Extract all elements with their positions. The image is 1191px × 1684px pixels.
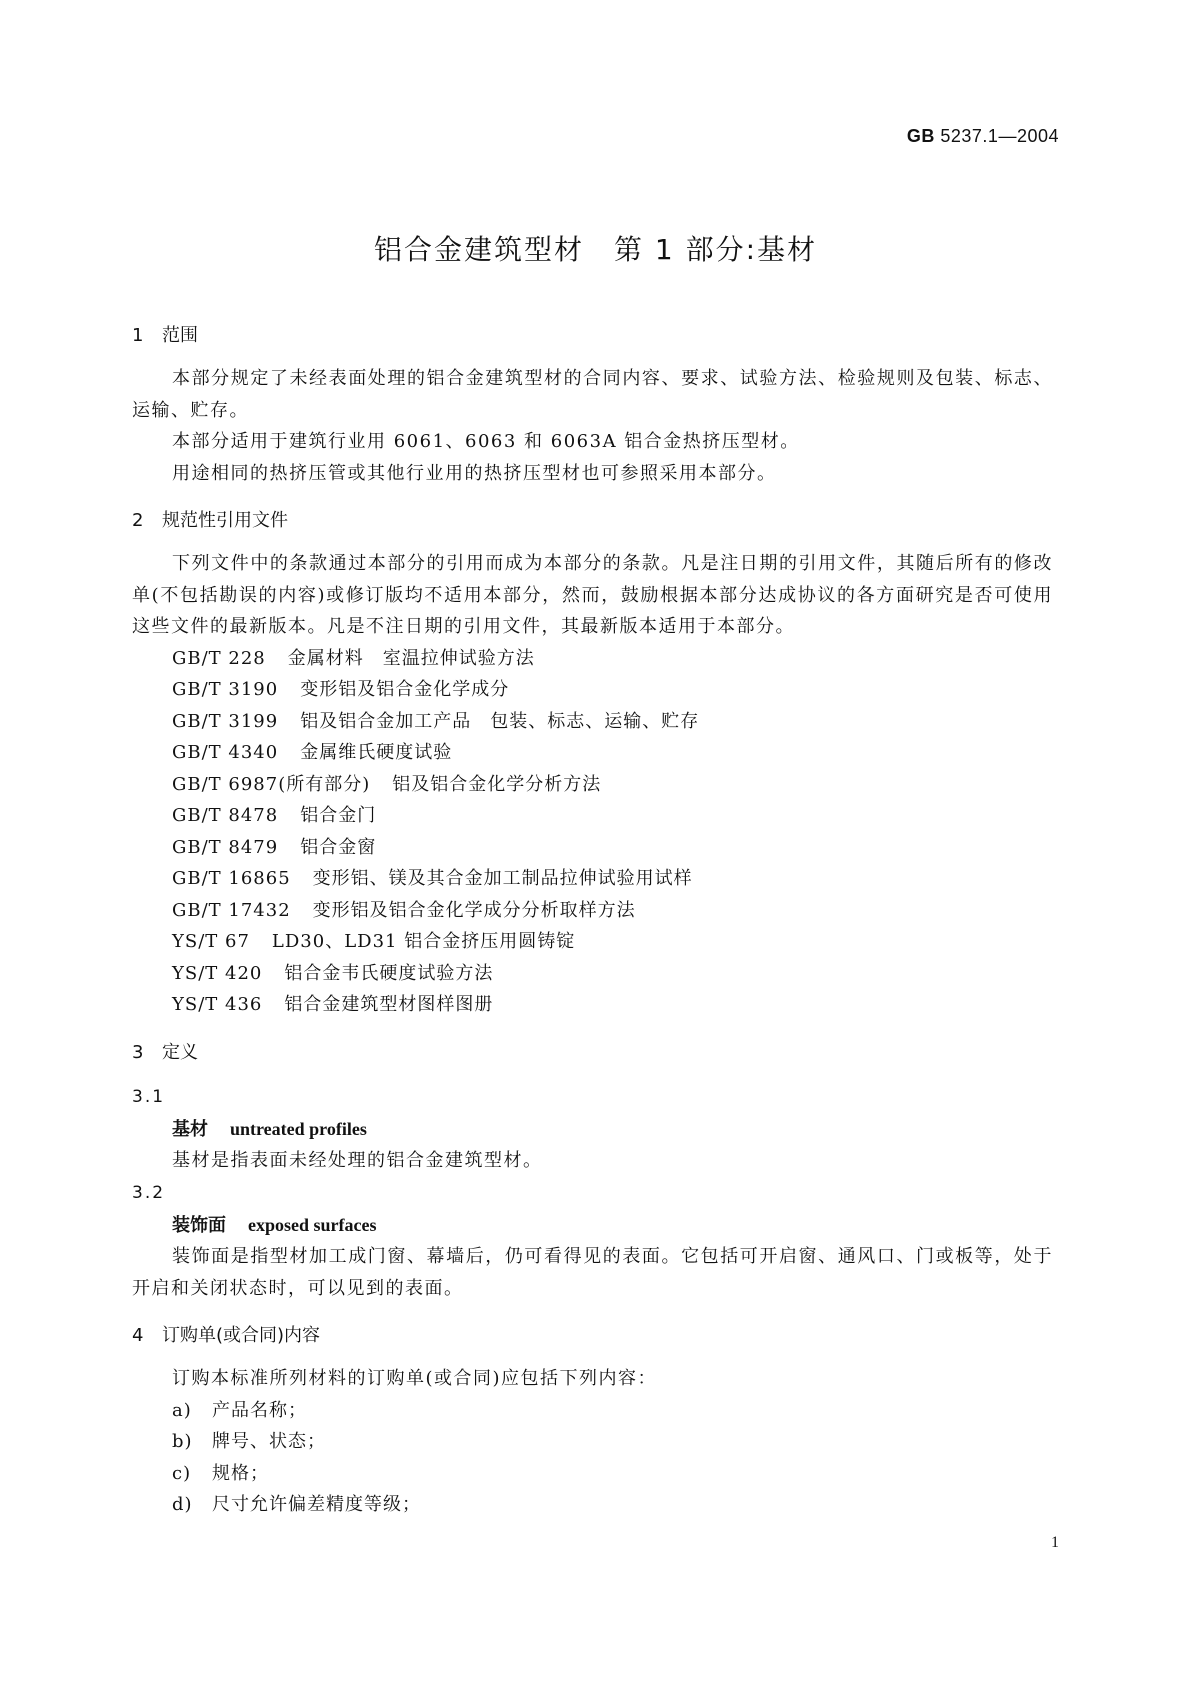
reference-title: 变形铝及铝合金化学成分分析取样方法 [312,899,636,921]
section-number: 1 [132,325,144,346]
list-item [132,1458,1053,1490]
reference-code: YS/T 436 [172,994,263,1015]
document-body [132,320,1053,1521]
list-item-text: 尺寸允许偏差精度等级； [212,1494,421,1515]
reference-item [132,800,1053,832]
section-title: 范围 [162,325,198,346]
paragraph: 本部分规定了未经表面处理的铝合金建筑型材的合同内容、要求、试验方法、检验规则及包装、标志、运输、贮存。 [132,368,1053,421]
paragraph: 下列文件中的条款通过本部分的引用而成为本部分的条款。凡是注日期的引用文件，其随后所有的修改单(不包括勘误的内容)或修订版均不适用本部分，然而，鼓励根据本部分达成协议的各方面研究是否可使用这些文件的最新版本。凡是不注日期的引用文件，其最新版本适用于本部分。 [132,553,1053,637]
term-english: exposed surfaces [248,1215,377,1235]
reference-item [132,989,1053,1021]
section-4-heading [132,1320,1053,1351]
term-definition: 装饰面是指型材加工成门窗、幕墙后，仍可看得见的表面。它包括可开启窗、通风口、门或板等，处于开启和关闭状态时，可以见到的表面。 [132,1246,1053,1299]
list-marker: d) [172,1494,193,1515]
reference-code: YS/T 420 [172,962,263,984]
list-item-text: 牌号、状态； [212,1431,326,1452]
reference-code: GB/T 8479 [172,836,279,858]
section-3-heading [132,1037,1053,1068]
section-title: 订购单(或合同)内容 [162,1325,321,1346]
reference-code: GB/T 17432 [172,899,291,921]
reference-item [132,769,1053,801]
section-number: 2 [132,510,144,531]
paragraph: 订购本标准所列材料的订购单(或合同)应包括下列内容： [172,1368,658,1389]
list-marker: b) [172,1431,193,1452]
reference-code: YS/T 67 [172,931,250,952]
reference-title: 铝合金窗 [300,836,377,858]
section-2-heading [132,505,1053,536]
reference-item [132,895,1053,927]
standard-prefix: GB [906,126,935,146]
list-marker: a) [172,1399,192,1421]
term-chinese: 装饰面 [172,1215,226,1236]
section-title: 规范性引用文件 [162,510,288,531]
list-item-text: 产品名称； [212,1399,307,1421]
term-entry [132,1210,1053,1241]
term-chinese: 基材 [172,1118,208,1140]
standard-number: 5237.1—2004 [940,126,1059,146]
reference-code: GB/T 8478 [172,805,279,826]
reference-title: 变形铝及铝合金化学成分 [300,679,510,700]
reference-title: 铝合金韦氏硬度试验方法 [284,962,494,984]
paragraph: 用途相同的热挤压管或其他行业用的热挤压型材也可参照采用本部分。 [172,462,777,484]
reference-item [132,958,1053,990]
reference-code: GB/T 3190 [172,679,279,700]
reference-title: 铝合金门 [300,805,377,826]
subsection-number: 3.1 [132,1086,166,1107]
list-marker: c) [172,1462,192,1484]
reference-code: GB/T 16865 [172,868,291,889]
subsection-number: 3.2 [132,1183,166,1203]
page-number: 1 [1051,1534,1059,1551]
term-definition: 基材是指表面未经处理的铝合金建筑型材。 [172,1149,543,1171]
reference-title: 铝合金建筑型材图样图册 [284,994,494,1015]
term-english: untreated profiles [230,1118,367,1139]
reference-item [132,832,1053,864]
reference-title: 铝及铝合金加工产品 包装、标志、运输、贮存 [300,710,700,732]
paragraph: 本部分适用于建筑行业用 6061、6063 和 6063A 铝合金热挤压型材。 [172,431,800,452]
reference-title: 变形铝、镁及其合金加工制品拉伸试验用试样 [312,868,693,889]
reference-code: GB/T 3199 [172,710,279,732]
section-1-heading [132,320,1053,351]
document-title: 铝合金建筑型材 第 1 部分:基材 [373,233,818,266]
reference-title: 铝及铝合金化学分析方法 [392,773,602,795]
reference-code: GB/T 4340 [172,742,279,763]
standard-code [907,126,1059,147]
list-item-text: 规格； [212,1462,269,1484]
normative-references-list [132,643,1053,1021]
section-number: 3 [132,1041,144,1063]
section-title: 定义 [162,1041,198,1063]
reference-code: GB/T 6987(所有部分) [172,773,371,795]
reference-item [132,643,1053,675]
reference-item [132,737,1053,769]
reference-item [132,926,1053,958]
reference-title: 金属维氏硬度试验 [300,742,453,763]
reference-item [132,706,1053,738]
term-entry [132,1114,1053,1145]
reference-code: GB/T 228 [172,647,266,669]
list-item [132,1395,1053,1427]
list-item [132,1489,1053,1521]
order-contents-list [132,1395,1053,1521]
reference-title: LD30、LD31 铝合金挤压用圆铸锭 [271,931,576,952]
section-number: 4 [132,1325,144,1346]
reference-item [132,674,1053,706]
reference-item [132,863,1053,895]
reference-title: 金属材料 室温拉伸试验方法 [287,647,535,669]
list-item [132,1426,1053,1458]
